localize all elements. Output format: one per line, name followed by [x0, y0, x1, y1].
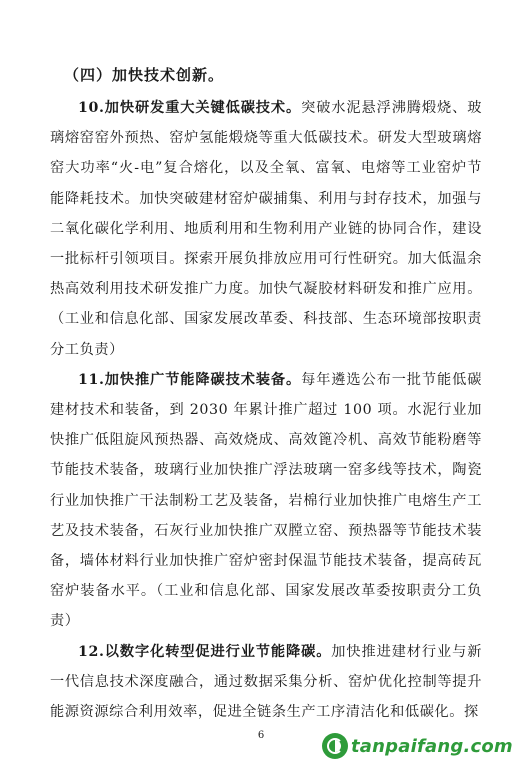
item-body: 加快推进建材行业与新一代信息技术深度融合，通过数据采集分析、窑炉优化控制等提升能源资源综合利用效率，促进全链条生产工序清洁化和低碳化。探 [50, 643, 482, 721]
item-body: 突破水泥悬浮沸腾煅烧、玻璃熔窑窑外预热、窑炉氢能煅烧等重大低碳技术。研发大型玻璃熔窑大功率“火-电”复合熔化，以及全氧、富氧、电熔等工业窑炉节能降耗技术。加快突破建材窑炉碳捕集、利用与封存技术，加强与二氧化碳化学利用、地质利用和生物利用产业链的协同合作，建设一批标杆引领项目。探索开展负排放应用可行性研究。加大低温余热高效利用技术研发推广力度。加快气凝胶材料研发和推广应用。（工业和信息化部、国家发展改革委、科技部、生态环境部按职责分工负责） [50, 100, 482, 358]
document-body [50, 60, 482, 727]
item-body: 每年遴选公布一批节能低碳建材技术和装备，到 2030 年累计推广超过 100 项。水泥行业加快推广低阻旋风预热器、高效烧成、高效篦冷机、高效节能粉磨等节能技术装备，玻璃行业加快推广浮法玻璃一窑多线等技术，陶瓷行业加快推广干法制粉工艺及装备，岩棉行业加快推广电熔生产工艺及技术装备，石灰行业加快推广双膛立窑、预热器等节能技术装备，墙体材料行业加快推广窑炉密封保温节能技术装备，提高砖瓦窑炉装备水平。（工业和信息化部、国家发展改革委按职责分工负责） [50, 371, 482, 630]
watermark-logo [322, 733, 513, 759]
item-paragraph [50, 365, 482, 637]
section-heading: （四）加快技术创新。 [64, 66, 225, 84]
item-paragraph [50, 637, 482, 728]
page-number: 6 [257, 730, 265, 741]
item-title: 11.加快推广节能降碳技术装备。 [78, 371, 302, 388]
tanpaifang-logo-icon [322, 733, 348, 759]
item-paragraph [50, 93, 482, 365]
item-title: 12.以数字化转型促进行业节能降碳。 [78, 643, 332, 660]
item-title: 10.加快研发重大关键低碳技术。 [78, 100, 302, 116]
watermark-text: tanpaifang.com [351, 735, 513, 757]
